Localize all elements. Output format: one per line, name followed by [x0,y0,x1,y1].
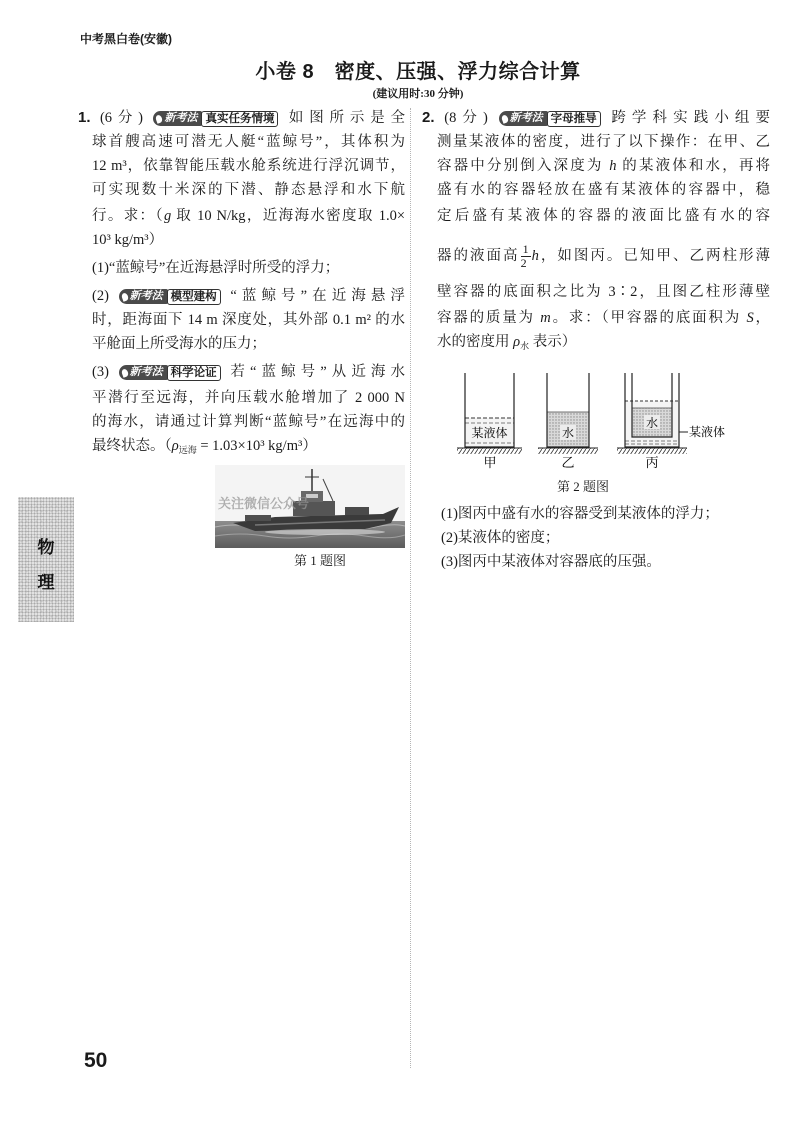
time-hint: (建议用时:30 分钟) [372,88,464,100]
q2-stem-line: 壁容器的底面积之比为 3∶2，且图乙柱形薄壁 [437,284,770,300]
q2-sub-question-1 [441,503,770,525]
q2-stem-line: 测量某液体的密度，进行了以下操作：在甲、乙 [437,134,770,150]
badge-label: 真实任务情境 [201,111,278,127]
q1-sub-question-3-line [92,435,405,457]
figure-2-caption: 第 2 题图 [556,479,609,494]
q1-sub-question-3-line: 平潜行至远海，并向压载水舱增加了 2 000 N [92,390,405,406]
new-method-icon [500,114,508,124]
q2-stem-line: 定后盛有某液体的容器的液面比盛有水的容 [437,208,770,224]
q1-sub-question-2-line: 平舱面上所受海水的压力； [92,336,266,352]
symbol-m: m [540,310,551,326]
subject-side-tab [18,497,74,622]
fraction-numerator: 1 [522,242,529,257]
stem-text: 取 10 N/kg，近海海水密度取 1.0× [171,208,405,224]
stem-text: 表示） [529,334,577,350]
column-divider [410,108,411,1068]
badge-tag [119,289,168,304]
q1-stem-line [78,107,405,129]
fraction-one-half [521,243,531,270]
sub-text: “蓝鲸号”在近海悬浮 [230,288,405,304]
figure-1-caption: 第 1 题图 [293,553,346,568]
badge-label: 字母推导 [547,111,601,127]
badge-tag-text: 新考法 [509,112,543,125]
badge-tag [499,111,548,126]
new-method-badge [153,111,278,127]
q2-sub-question-2 [441,527,770,549]
sub-marker: (1) [92,260,109,276]
sub-text: 图丙中盛有水的容器受到某液体的浮力； [457,506,719,522]
sub-text: “蓝鲸号”在近海悬浮时所受的浮力； [108,260,340,276]
container-label-bing: 丙 [645,455,659,470]
subject-char: 理 [37,573,55,592]
q2-stem-line [437,155,770,177]
stem-text: 。求：（甲容器的底面积为 [550,310,747,326]
page-number: 50 [84,1049,108,1072]
container-label-yi: 乙 [561,455,575,470]
container-bing [617,373,725,470]
q1-sub-question-1 [92,257,405,279]
sub-text: 最终状态。（ [92,438,172,454]
badge-tag-text: 新考法 [129,366,163,379]
sub-marker: (2) [441,530,458,546]
q1-sub-question-2-line: 时，距海面下 14 m 深度处，其外部 0.1 m² 的水 [92,312,405,328]
q1-stem-line [92,205,405,227]
figure-2-containers-diagram [450,365,750,475]
badge-tag-text: 新考法 [129,290,163,303]
question-score: (6分) [99,110,144,126]
new-method-badge [119,365,221,381]
sub-text: = 1.03×10³ kg/m³） [196,438,317,454]
sub-marker: (3) [441,554,458,570]
rho-subscript: 水 [520,341,530,351]
badge-label: 模型建构 [167,289,221,305]
badge-tag [153,111,202,126]
q1-stem-line: 球首艘高速可潜无人艇“蓝鲸号”，其体积为 [92,134,405,150]
liquid-label-jia: 某液体 [471,426,508,440]
water-label-bing: 水 [645,416,659,430]
container-jia [457,373,522,470]
badge-tag-text: 新考法 [164,112,198,125]
rho-subscript: 远海 [178,445,197,455]
stem-text: 器的液面高 [437,248,520,264]
paper-title: 小卷 8 密度、压强、浮力综合计算 [255,61,581,83]
new-method-badge [119,289,221,305]
badge-tag [119,365,168,380]
question-score: (8分) [444,110,488,126]
q1-sub-question-3 [92,361,405,383]
subject-char: 物 [37,538,55,557]
q2-stem-line [437,331,770,353]
stem-text: 容器中分别倒入深度为 [437,158,610,174]
symbol-s: S [746,310,754,326]
q2-stem-line: 盛有水的容器轻放在盛有某液体的容器中，稳 [437,182,770,198]
sub-marker: (1) [441,506,458,522]
symbol-h: h [609,158,617,174]
sub-marker: (2) [92,288,109,304]
stem-text: 行。求：（ [92,208,165,224]
question-number: 2. [422,109,435,126]
sub-marker: (3) [92,364,109,380]
new-method-badge [499,111,601,127]
new-method-icon [155,114,163,124]
stem-text: 容器的质量为 [437,310,541,326]
new-method-icon [120,368,128,378]
new-method-icon [120,292,128,302]
symbol-h: h [531,248,539,264]
q2-stem-line [422,107,770,129]
stem-text: 如图所示是全 [288,110,405,126]
stem-text: ， [753,310,770,326]
q2-stem-line [437,307,770,329]
symbol-rho: ρ [513,334,521,350]
symbol-rho: ρ [171,438,179,454]
container-yi [538,373,598,470]
water-label-yi: 水 [561,426,575,440]
q1-sub-question-3-line: 的海水，请通过计算判断“蓝鲸号”在远海中的 [92,414,405,430]
container-label-jia: 甲 [483,455,497,470]
sub-text: 某液体的密度； [457,530,560,546]
fraction-denominator: 2 [520,256,527,271]
q1-sub-question-2 [92,285,405,307]
series-title: 中考黑白卷(安徽) [80,32,172,46]
q1-stem-line: 12 m³，依靠智能压载水舱系统进行浮沉调节， [92,158,405,174]
symbol-g: g [164,208,172,224]
sub-text: 图丙中某液体对容器底的压强。 [457,554,661,570]
sub-text: 若“蓝鲸号”从近海水 [230,364,405,380]
watermark-text: 关注微信公众号 [218,496,310,511]
stem-text: ，如图丙。已知甲、乙两柱形薄 [538,248,770,264]
stem-text: 的某液体和水，再将 [616,158,770,174]
q1-stem-line: 10³ kg/m³） [92,232,164,248]
liquid-label-bing: 某液体 [689,425,726,439]
question-number: 1. [78,109,91,126]
badge-label: 科学论证 [167,365,221,381]
q2-stem-line [437,238,770,274]
stem-text: 跨学科实践小组要 [611,110,770,126]
q2-sub-question-3 [441,551,770,573]
q1-stem-line: 可实现数十米深的下潜、静态悬浮和水下航 [92,182,405,198]
stem-text: 水的密度用 [437,334,514,350]
